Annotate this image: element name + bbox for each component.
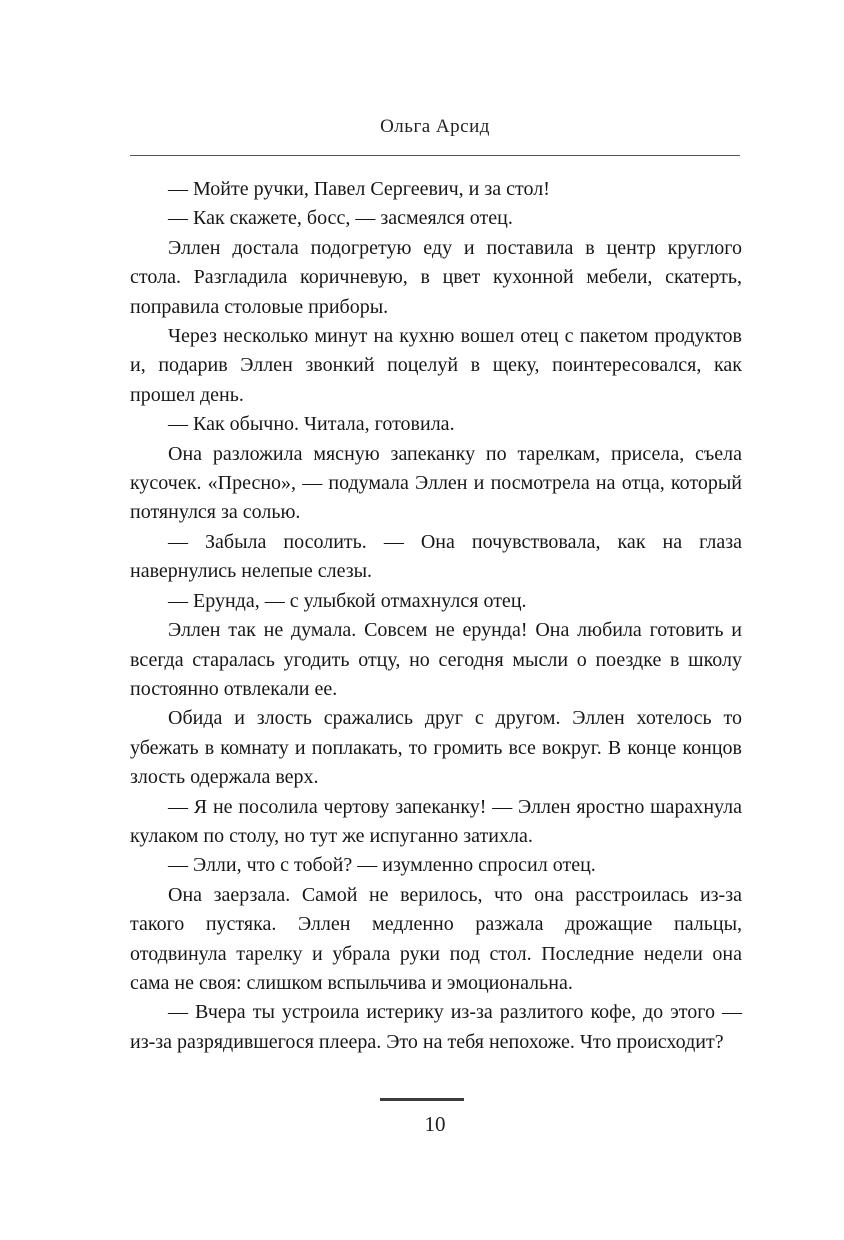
paragraph: — Как обычно. Читала, готовила.: [168, 413, 455, 436]
paragraph: Она разложила мясную запеканку по тарелкам, присела, съела кусочек. «Пресно», — подумала Эллен и посмотрела на отца, который потянулся за солью.: [130, 442, 742, 524]
paragraph: Обида и злость сражались друг с другом. Эллен хотелось то убежать в комнату и поплакать, то громить все вокруг. В конце концов злость одержала верх.: [130, 707, 742, 789]
running-head-author: Ольга Арсид: [380, 116, 490, 137]
paragraph: — Я не посолила чертову запеканку! — Эллен яростно шарахнула кулаком по столу, но тут же испуганно затихла.: [130, 795, 742, 847]
body-text: [130, 175, 742, 1057]
paragraph: — Элли, что с тобой? — изумленно спросил отец.: [168, 854, 596, 877]
page-number: 10: [424, 1112, 446, 1136]
paragraph: — Как скажете, босс, — засмеялся отец.: [168, 207, 513, 230]
paragraph: Она заерзала. Самой не верилось, что она расстроилась из-за такого пустяка. Эллен медленно разжала дрожащие пальцы, отодвинула тарелку и убрала руки под стол. Последние недели она сама не своя: слишком вспыльчива и эмоциональна.: [130, 883, 742, 994]
paragraph: — Мойте ручки, Павел Сергеевич, и за стол!: [168, 178, 550, 200]
footer-rule: [380, 1098, 464, 1101]
paragraph: Через несколько минут на кухню вошел отец с пакетом продуктов и, подарив Эллен звонкий поцелуй в щеку, поинтересовался, как прошел день.: [130, 325, 742, 406]
header-rule: [130, 155, 740, 156]
paragraph: — Забыла посолить. — Она почувствовала, как на глаза навернулись нелепые слезы.: [130, 530, 742, 583]
paragraph: — Ерунда, — с улыбкой отмахнулся отец.: [168, 589, 527, 612]
paragraph: — Вчера ты устроила истерику из-за разлитого кофе, до этого — из-за разрядившегося плеера. Это на тебя непохоже. Что происходит?: [130, 1001, 742, 1053]
paragraph: Эллен так не думала. Совсем не ерунда! Она любила готовить и всегда старалась угодить отцу, но сегодня мысли о поездке в школу постоянно отвлекали ее.: [130, 619, 742, 700]
paragraph: Эллен достала подогретую еду и поставила в центр круглого стола. Разгладила коричневую, в цвет кухонной мебели, скатерть, поправила столовые приборы.: [130, 236, 742, 318]
